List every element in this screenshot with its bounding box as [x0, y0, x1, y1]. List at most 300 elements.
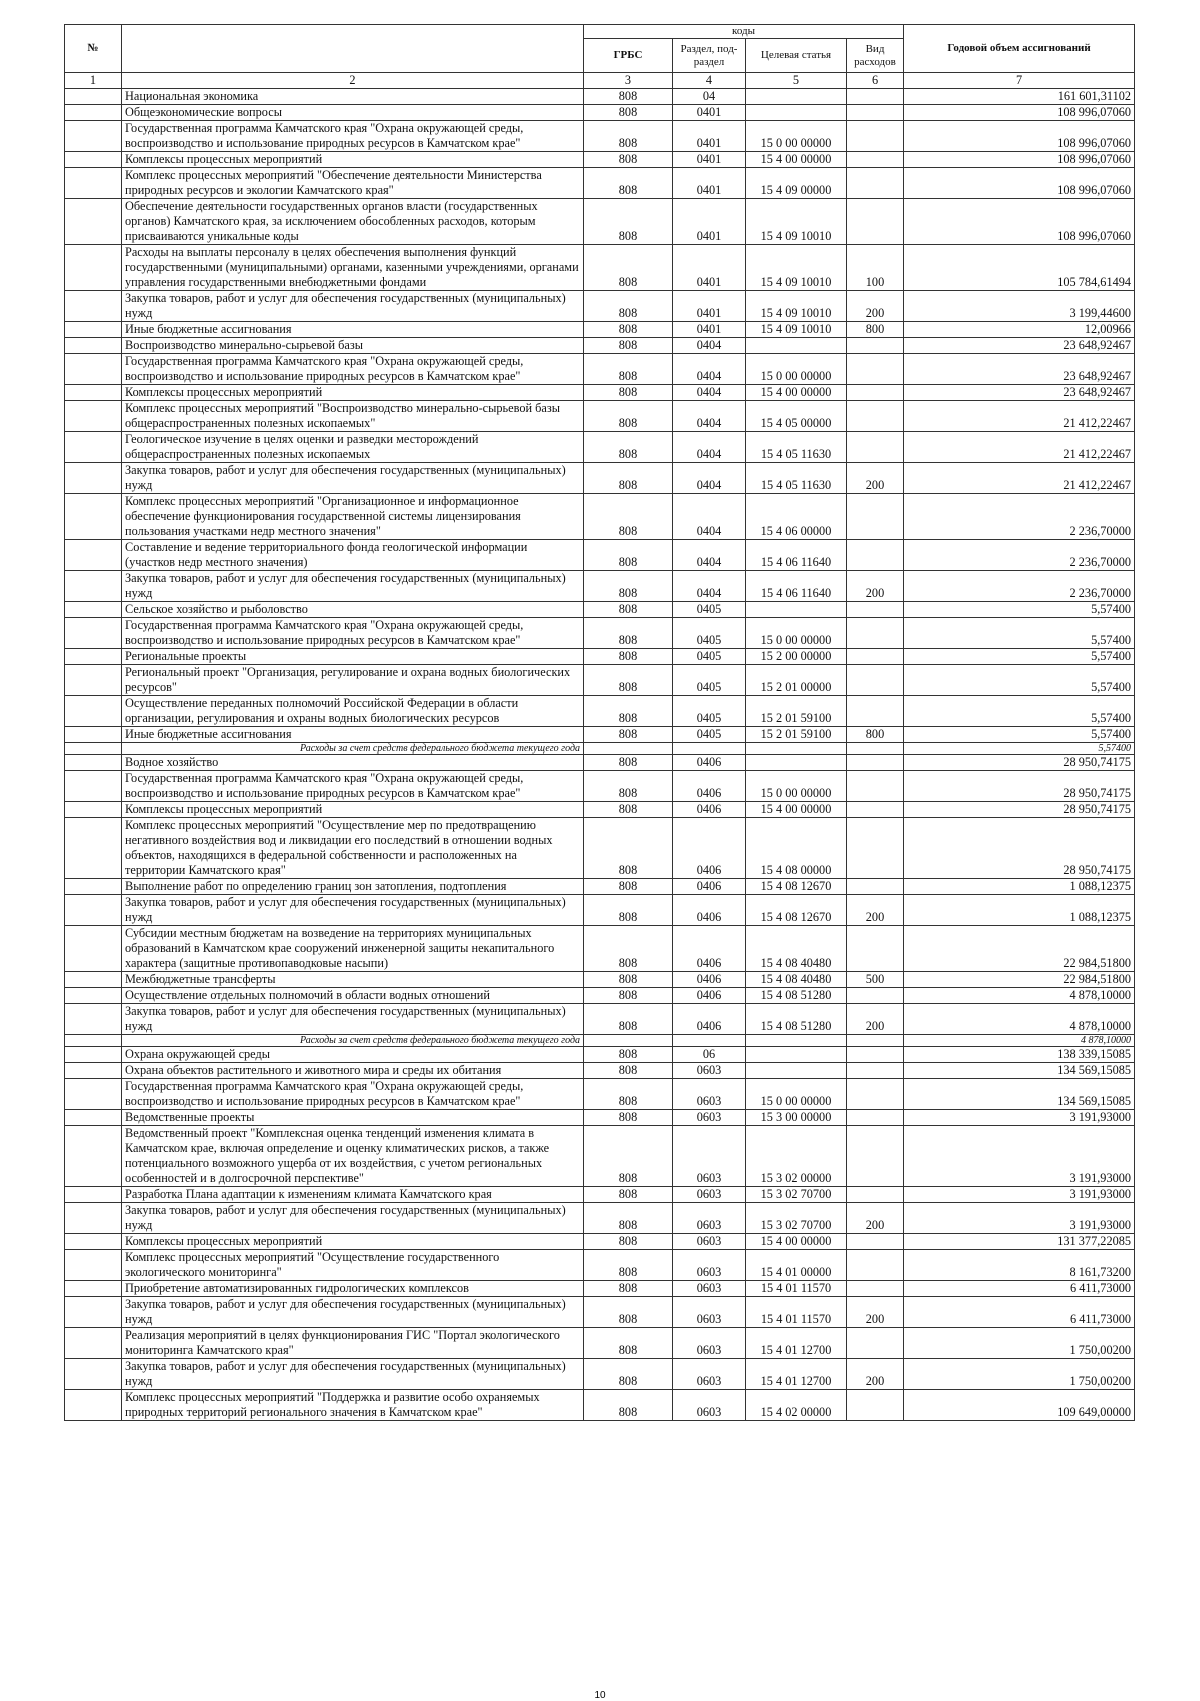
cell-section: 0401 [673, 105, 746, 121]
cell-expense-type [847, 743, 904, 755]
cell-expense-type [847, 1047, 904, 1063]
cell-expense-type [847, 354, 904, 385]
cell-target-article: 15 4 00 00000 [746, 385, 847, 401]
cell-section: 0405 [673, 665, 746, 696]
cell-target-article: 15 4 02 00000 [746, 1390, 847, 1421]
table-row [65, 818, 1135, 879]
cell-expense-type [847, 802, 904, 818]
cell-number [65, 1328, 122, 1359]
cell-number [65, 432, 122, 463]
cell-expense-type [847, 1187, 904, 1203]
cell-expense-type [847, 385, 904, 401]
cell-grbs: 808 [584, 818, 673, 879]
cell-section: 0603 [673, 1063, 746, 1079]
cell-section: 0603 [673, 1390, 746, 1421]
cell-amount: 3 191,93000 [904, 1203, 1135, 1234]
cell-section: 0401 [673, 322, 746, 338]
cell-grbs: 808 [584, 618, 673, 649]
cell-target-article: 15 2 01 59100 [746, 727, 847, 743]
cell-grbs: 808 [584, 1328, 673, 1359]
table-row [65, 879, 1135, 895]
cell-section: 0405 [673, 696, 746, 727]
cell-number [65, 354, 122, 385]
cell-target-article [746, 105, 847, 121]
cell-grbs: 808 [584, 463, 673, 494]
cell-amount: 22 984,51800 [904, 972, 1135, 988]
cell-target-article [746, 338, 847, 354]
table-row [65, 322, 1135, 338]
cell-name: Общеэкономические вопросы [122, 105, 584, 121]
cell-number [65, 972, 122, 988]
cell-section: 0406 [673, 1004, 746, 1035]
cell-expense-type [847, 1250, 904, 1281]
table-row [65, 168, 1135, 199]
cell-section: 0603 [673, 1359, 746, 1390]
cell-grbs: 808 [584, 926, 673, 972]
cell-grbs: 808 [584, 401, 673, 432]
cell-target-article: 15 4 00 00000 [746, 802, 847, 818]
cell-name: Обеспечение деятельности государственных органов власти (государственных органов) Камчатского края, за исключением обособленных расходов, которым присваиваются уникальные коды [122, 199, 584, 245]
cell-amount: 5,57400 [904, 743, 1135, 755]
table-row [65, 1126, 1135, 1187]
cell-grbs: 808 [584, 494, 673, 540]
cell-grbs: 808 [584, 771, 673, 802]
cell-amount: 161 601,31102 [904, 89, 1135, 105]
cell-name: Иные бюджетные ассигнования [122, 727, 584, 743]
federal-budget-row [65, 1035, 1135, 1047]
cell-expense-type [847, 105, 904, 121]
table-row [65, 385, 1135, 401]
table-row [65, 338, 1135, 354]
cell-target-article: 15 0 00 00000 [746, 618, 847, 649]
cell-grbs: 808 [584, 696, 673, 727]
table-row [65, 432, 1135, 463]
header-name [122, 25, 584, 73]
document-page [64, 24, 1134, 1421]
cell-name: Охрана окружающей среды [122, 1047, 584, 1063]
cell-number [65, 291, 122, 322]
cell-section: 0405 [673, 602, 746, 618]
cell-expense-type [847, 401, 904, 432]
cell-section: 0404 [673, 401, 746, 432]
cell-expense-type: 200 [847, 1004, 904, 1035]
cell-amount: 5,57400 [904, 602, 1135, 618]
cell-number [65, 649, 122, 665]
cell-number [65, 494, 122, 540]
cell-target-article: 15 4 01 12700 [746, 1328, 847, 1359]
cell-amount: 134 569,15085 [904, 1079, 1135, 1110]
cell-amount: 134 569,15085 [904, 1063, 1135, 1079]
cell-expense-type [847, 89, 904, 105]
cell-grbs: 808 [584, 168, 673, 199]
cell-target-article: 15 3 02 70700 [746, 1187, 847, 1203]
cell-expense-type: 200 [847, 1359, 904, 1390]
table-row [65, 1234, 1135, 1250]
column-numbering-row [65, 73, 1135, 89]
cell-grbs: 808 [584, 540, 673, 571]
cell-section: 0401 [673, 121, 746, 152]
cell-grbs: 808 [584, 972, 673, 988]
cell-number [65, 1035, 122, 1047]
cell-amount: 28 950,74175 [904, 802, 1135, 818]
cell-target-article [746, 743, 847, 755]
cell-name: Закупка товаров, работ и услуг для обеспечения государственных (муниципальных) нужд [122, 1297, 584, 1328]
header-annual-amount: Годовой объем ассигнований [904, 25, 1135, 73]
cell-section: 0406 [673, 972, 746, 988]
cell-name: Закупка товаров, работ и услуг для обеспечения государственных (муниципальных) нужд [122, 895, 584, 926]
cell-section: 0406 [673, 802, 746, 818]
cell-section: 0404 [673, 354, 746, 385]
cell-section: 0603 [673, 1328, 746, 1359]
cell-target-article: 15 4 01 00000 [746, 1250, 847, 1281]
cell-name: Охрана объектов растительного и животного мира и среды их обитания [122, 1063, 584, 1079]
cell-name: Закупка товаров, работ и услуг для обеспечения государственных (муниципальных) нужд [122, 291, 584, 322]
cell-name: Комплекс процессных мероприятий "Обеспечение деятельности Министерства природных ресурсов и экологии Камчатского края" [122, 168, 584, 199]
cell-amount: 5,57400 [904, 696, 1135, 727]
cell-target-article: 15 4 06 11640 [746, 540, 847, 571]
cell-number [65, 988, 122, 1004]
cell-number [65, 1110, 122, 1126]
table-row [65, 245, 1135, 291]
cell-name: Государственная программа Камчатского края "Охрана окружающей среды, воспроизводство и использование природных ресурсов в Камчатском крае" [122, 771, 584, 802]
cell-amount: 5,57400 [904, 665, 1135, 696]
cell-expense-type [847, 432, 904, 463]
cell-grbs: 808 [584, 988, 673, 1004]
header-number: № [65, 25, 122, 73]
table-row [65, 463, 1135, 494]
cell-number [65, 540, 122, 571]
cell-amount: 1 088,12375 [904, 879, 1135, 895]
table-row [65, 649, 1135, 665]
table-row [65, 696, 1135, 727]
cell-number [65, 1281, 122, 1297]
cell-number [65, 802, 122, 818]
cell-grbs: 808 [584, 755, 673, 771]
cell-grbs: 808 [584, 895, 673, 926]
cell-target-article: 15 2 00 00000 [746, 649, 847, 665]
cell-section: 0404 [673, 432, 746, 463]
cell-number [65, 152, 122, 168]
column-number: 6 [847, 73, 904, 89]
cell-target-article: 15 4 08 40480 [746, 972, 847, 988]
cell-name: Государственная программа Камчатского края "Охрана окружающей среды, воспроизводство и использование природных ресурсов в Камчатском крае" [122, 1079, 584, 1110]
cell-grbs: 808 [584, 1234, 673, 1250]
cell-name: Региональные проекты [122, 649, 584, 665]
cell-name: Региональный проект "Организация, регулирование и охрана водных биологических ресурсов" [122, 665, 584, 696]
cell-section: 0406 [673, 895, 746, 926]
cell-target-article: 15 4 09 10010 [746, 291, 847, 322]
cell-target-article: 15 3 02 70700 [746, 1203, 847, 1234]
cell-target-article: 15 4 06 00000 [746, 494, 847, 540]
cell-section: 0406 [673, 926, 746, 972]
cell-number [65, 1079, 122, 1110]
cell-grbs: 808 [584, 1126, 673, 1187]
cell-amount: 21 412,22467 [904, 432, 1135, 463]
cell-section: 0404 [673, 385, 746, 401]
cell-section: 0603 [673, 1297, 746, 1328]
cell-target-article: 15 0 00 00000 [746, 121, 847, 152]
cell-name: Сельское хозяйство и рыболовство [122, 602, 584, 618]
cell-target-article: 15 4 09 10010 [746, 245, 847, 291]
cell-name: Государственная программа Камчатского края "Охрана окружающей среды, воспроизводство и использование природных ресурсов в Камчатском крае" [122, 121, 584, 152]
table-row [65, 771, 1135, 802]
cell-target-article [746, 1063, 847, 1079]
cell-section: 0603 [673, 1250, 746, 1281]
table-row [65, 401, 1135, 432]
cell-number [65, 245, 122, 291]
federal-budget-row [65, 743, 1135, 755]
cell-name: Осуществление переданных полномочий Российской Федерации в области организации, регулирования и охраны водных биологических ресурсов [122, 696, 584, 727]
table-row [65, 602, 1135, 618]
cell-number [65, 879, 122, 895]
cell-expense-type [847, 540, 904, 571]
table-row [65, 727, 1135, 743]
cell-name: Закупка товаров, работ и услуг для обеспечения государственных (муниципальных) нужд [122, 1203, 584, 1234]
cell-name: Закупка товаров, работ и услуг для обеспечения государственных (муниципальных) нужд [122, 1359, 584, 1390]
cell-section: 0404 [673, 463, 746, 494]
cell-amount: 105 784,61494 [904, 245, 1135, 291]
cell-section: 0405 [673, 727, 746, 743]
cell-expense-type [847, 926, 904, 972]
cell-target-article: 15 4 08 00000 [746, 818, 847, 879]
cell-number [65, 463, 122, 494]
cell-number [65, 89, 122, 105]
cell-number [65, 322, 122, 338]
cell-name: Закупка товаров, работ и услуг для обеспечения государственных (муниципальных) нужд [122, 571, 584, 602]
cell-expense-type [847, 1063, 904, 1079]
table-row [65, 926, 1135, 972]
table-row [65, 152, 1135, 168]
table-row [65, 1297, 1135, 1328]
cell-amount: 108 996,07060 [904, 168, 1135, 199]
table-row [65, 1047, 1135, 1063]
cell-number [65, 1187, 122, 1203]
cell-grbs: 808 [584, 1297, 673, 1328]
cell-amount: 21 412,22467 [904, 463, 1135, 494]
cell-amount: 22 984,51800 [904, 926, 1135, 972]
column-number: 2 [122, 73, 584, 89]
cell-grbs: 808 [584, 338, 673, 354]
page-number: 10 [594, 1690, 606, 1701]
cell-expense-type [847, 649, 904, 665]
cell-expense-type [847, 338, 904, 354]
cell-grbs: 808 [584, 1110, 673, 1126]
cell-expense-type [847, 1281, 904, 1297]
cell-name: Государственная программа Камчатского края "Охрана окружающей среды, воспроизводство и использование природных ресурсов в Камчатском крае" [122, 354, 584, 385]
cell-expense-type [847, 818, 904, 879]
cell-target-article: 15 3 00 00000 [746, 1110, 847, 1126]
cell-grbs: 808 [584, 1359, 673, 1390]
cell-grbs: 808 [584, 89, 673, 105]
table-row [65, 1063, 1135, 1079]
table-header [65, 25, 1135, 89]
cell-amount: 2 236,70000 [904, 494, 1135, 540]
cell-number [65, 665, 122, 696]
table-row [65, 571, 1135, 602]
cell-section: 0406 [673, 988, 746, 1004]
cell-target-article: 15 4 05 11630 [746, 432, 847, 463]
cell-name: Закупка товаров, работ и услуг для обеспечения государственных (муниципальных) нужд [122, 1004, 584, 1035]
cell-expense-type [847, 665, 904, 696]
cell-grbs: 808 [584, 1390, 673, 1421]
cell-amount: 6 411,73000 [904, 1281, 1135, 1297]
cell-grbs: 808 [584, 879, 673, 895]
cell-number [65, 743, 122, 755]
cell-number [65, 1250, 122, 1281]
cell-grbs: 808 [584, 105, 673, 121]
cell-amount: 23 648,92467 [904, 338, 1135, 354]
header-expense-type: Вид расходов [847, 39, 904, 73]
cell-grbs: 808 [584, 571, 673, 602]
column-number: 7 [904, 73, 1135, 89]
cell-section: 04 [673, 89, 746, 105]
cell-number [65, 199, 122, 245]
cell-section: 0404 [673, 338, 746, 354]
cell-expense-type [847, 1110, 904, 1126]
table-row [65, 1250, 1135, 1281]
cell-grbs: 808 [584, 1063, 673, 1079]
cell-target-article [746, 89, 847, 105]
cell-expense-type: 200 [847, 1203, 904, 1234]
cell-expense-type [847, 771, 904, 802]
cell-name: Расходы на выплаты персоналу в целях обеспечения выполнения функций государственными (муниципальными) органами, казенными учреждениями, органами управления государственными внебюджетными фондами [122, 245, 584, 291]
cell-amount: 5,57400 [904, 618, 1135, 649]
cell-number [65, 818, 122, 879]
cell-target-article: 15 4 08 51280 [746, 988, 847, 1004]
cell-expense-type: 200 [847, 1297, 904, 1328]
cell-amount: 3 191,93000 [904, 1187, 1135, 1203]
table-row [65, 1110, 1135, 1126]
cell-section: 0401 [673, 245, 746, 291]
cell-section: 0603 [673, 1234, 746, 1250]
cell-section: 0406 [673, 771, 746, 802]
cell-name: Осуществление отдельных полномочий в области водных отношений [122, 988, 584, 1004]
cell-name: Геологическое изучение в целях оценки и разведки месторождений общераспространенных полезных ископаемых [122, 432, 584, 463]
cell-number [65, 727, 122, 743]
header-section: Раздел, под-раздел [673, 39, 746, 73]
cell-expense-type: 100 [847, 245, 904, 291]
cell-target-article: 15 4 06 11640 [746, 571, 847, 602]
cell-section: 0404 [673, 494, 746, 540]
cell-amount: 3 199,44600 [904, 291, 1135, 322]
cell-target-article: 15 4 01 11570 [746, 1297, 847, 1328]
cell-number [65, 571, 122, 602]
cell-amount: 28 950,74175 [904, 771, 1135, 802]
cell-grbs: 808 [584, 1047, 673, 1063]
table-row [65, 1328, 1135, 1359]
cell-expense-type [847, 1328, 904, 1359]
cell-expense-type [847, 199, 904, 245]
cell-amount: 28 950,74175 [904, 755, 1135, 771]
cell-name: Воспроизводство минерально-сырьевой базы [122, 338, 584, 354]
cell-target-article [746, 1035, 847, 1047]
cell-grbs: 808 [584, 121, 673, 152]
cell-number [65, 926, 122, 972]
cell-section: 0401 [673, 152, 746, 168]
cell-amount: 3 191,93000 [904, 1110, 1135, 1126]
cell-amount: 108 996,07060 [904, 199, 1135, 245]
cell-section: 0401 [673, 168, 746, 199]
cell-expense-type [847, 1126, 904, 1187]
cell-grbs: 808 [584, 727, 673, 743]
budget-allocation-table [64, 24, 1135, 1421]
cell-target-article: 15 4 08 40480 [746, 926, 847, 972]
cell-expense-type [847, 494, 904, 540]
cell-section: 0404 [673, 571, 746, 602]
cell-target-article: 15 4 00 00000 [746, 1234, 847, 1250]
table-row [65, 1281, 1135, 1297]
cell-amount: 3 191,93000 [904, 1126, 1135, 1187]
cell-number [65, 1004, 122, 1035]
cell-section: 0603 [673, 1126, 746, 1187]
cell-section: 0603 [673, 1110, 746, 1126]
cell-name: Государственная программа Камчатского края "Охрана окружающей среды, воспроизводство и использование природных ресурсов в Камчатском крае" [122, 618, 584, 649]
cell-number [65, 105, 122, 121]
cell-amount: 8 161,73200 [904, 1250, 1135, 1281]
cell-expense-type: 800 [847, 322, 904, 338]
table-row [65, 291, 1135, 322]
cell-amount: 131 377,22085 [904, 1234, 1135, 1250]
header-target-article: Целевая статья [746, 39, 847, 73]
table-row [65, 895, 1135, 926]
table-row [65, 121, 1135, 152]
cell-target-article [746, 1047, 847, 1063]
cell-amount: 1 750,00200 [904, 1328, 1135, 1359]
cell-grbs: 808 [584, 432, 673, 463]
header-codes-group: коды [584, 25, 904, 39]
cell-expense-type [847, 618, 904, 649]
cell-expense-type: 500 [847, 972, 904, 988]
cell-target-article: 15 3 02 00000 [746, 1126, 847, 1187]
cell-section: 06 [673, 1047, 746, 1063]
column-number: 5 [746, 73, 847, 89]
cell-grbs: 808 [584, 665, 673, 696]
cell-grbs: 808 [584, 199, 673, 245]
cell-amount: 108 996,07060 [904, 152, 1135, 168]
cell-number [65, 602, 122, 618]
cell-grbs: 808 [584, 245, 673, 291]
cell-amount: 28 950,74175 [904, 818, 1135, 879]
cell-name: Комплексы процессных мероприятий [122, 385, 584, 401]
table-row [65, 199, 1135, 245]
cell-name: Комплекс процессных мероприятий "Осуществление государственного экологического мониторинга" [122, 1250, 584, 1281]
cell-number [65, 755, 122, 771]
cell-target-article: 15 4 05 00000 [746, 401, 847, 432]
cell-target-article [746, 602, 847, 618]
cell-grbs: 808 [584, 802, 673, 818]
table-row [65, 89, 1135, 105]
cell-number [65, 338, 122, 354]
cell-grbs [584, 743, 673, 755]
cell-number [65, 121, 122, 152]
column-number: 1 [65, 73, 122, 89]
cell-grbs: 808 [584, 1203, 673, 1234]
cell-section [673, 743, 746, 755]
cell-number [65, 696, 122, 727]
table-row [65, 1004, 1135, 1035]
cell-name: Составление и ведение территориального фонда геологической информации (участков недр местного значения) [122, 540, 584, 571]
table-row [65, 972, 1135, 988]
cell-section: 0603 [673, 1281, 746, 1297]
table-row [65, 988, 1135, 1004]
cell-expense-type: 800 [847, 727, 904, 743]
cell-section: 0401 [673, 199, 746, 245]
cell-grbs: 808 [584, 1079, 673, 1110]
cell-number [65, 1063, 122, 1079]
table-row [65, 1187, 1135, 1203]
cell-grbs: 808 [584, 1004, 673, 1035]
cell-target-article: 15 4 08 51280 [746, 1004, 847, 1035]
